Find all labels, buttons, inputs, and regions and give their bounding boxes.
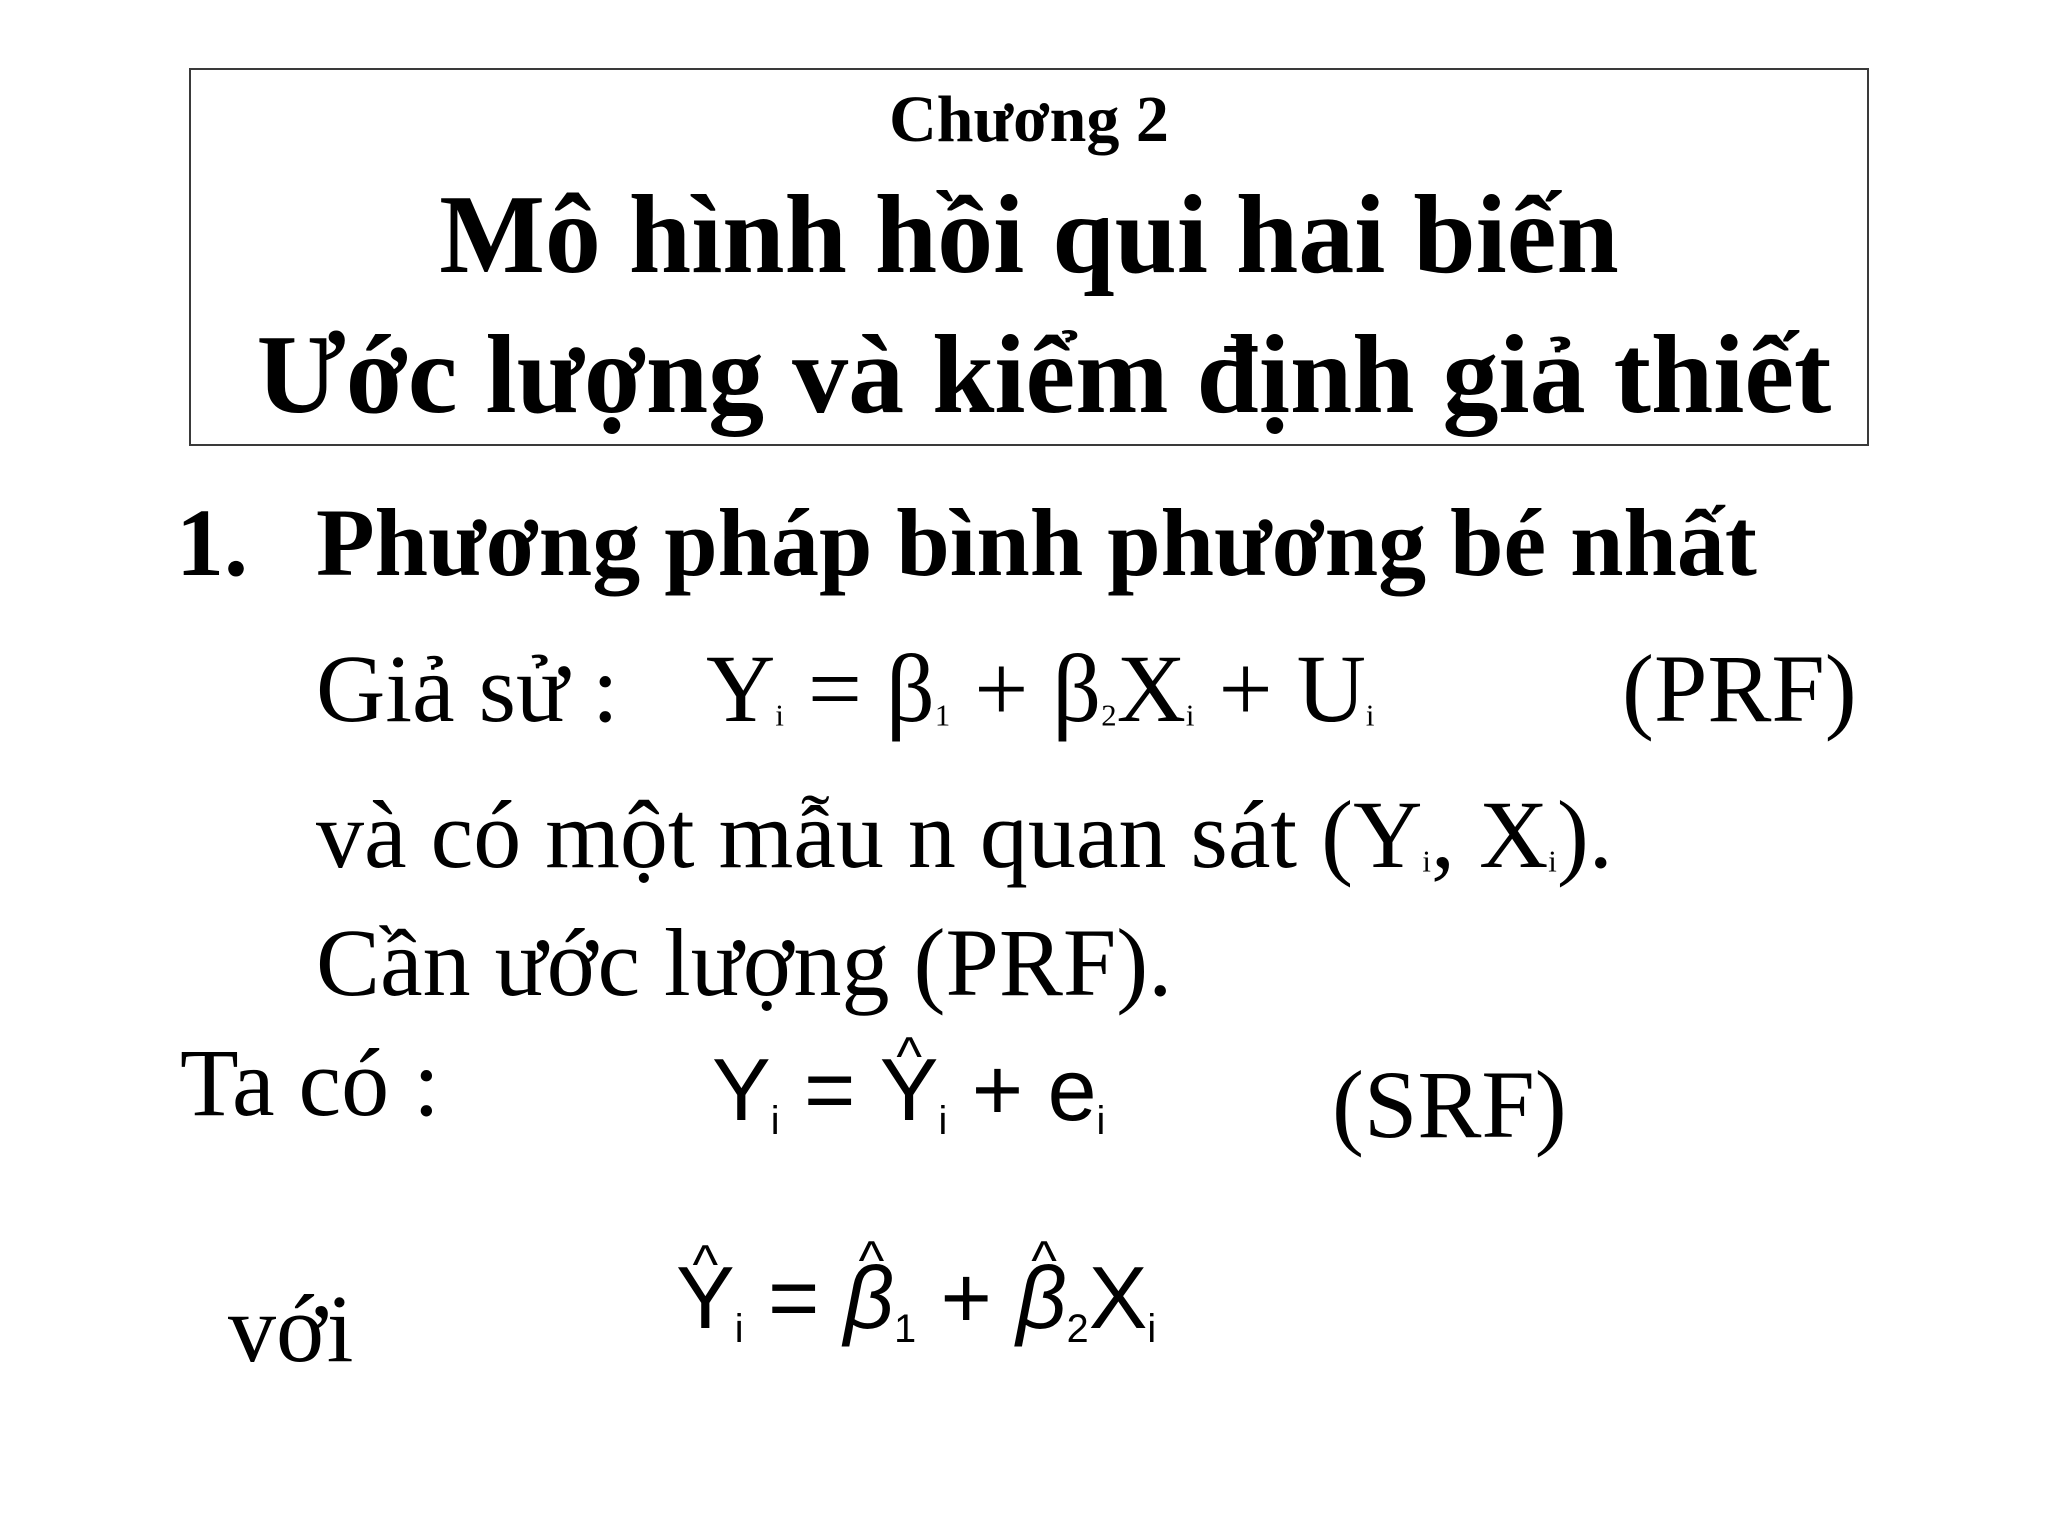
fitted-beta1: ^ β — [844, 1250, 894, 1347]
prf-sub-i: i — [775, 698, 784, 733]
prf-plus-u: + U — [1194, 635, 1366, 742]
sample-end: ). — [1556, 781, 1613, 888]
estimate-line: Cần ước lượng (PRF). — [316, 909, 1173, 1016]
srf-tag: (SRF) — [1332, 1051, 1567, 1158]
sample-sub-x: i — [1548, 844, 1557, 879]
prf-tag: (PRF) — [1622, 635, 1857, 742]
fitted-yhat: ^ Y — [676, 1250, 735, 1347]
prf-x: X — [1116, 635, 1186, 742]
chapter-label: Chương 2 — [889, 83, 1169, 156]
prf-plus-beta: + β — [950, 635, 1102, 742]
sample-mid: , X — [1430, 781, 1549, 888]
assume-label: Giả sử : — [316, 635, 619, 742]
prf-sub-1: 1 — [934, 698, 951, 733]
we-have-label: Ta có : — [180, 1029, 440, 1136]
fitted-eq: = — [743, 1248, 844, 1347]
prf-y: Y — [706, 635, 776, 742]
srf-y: Y — [712, 1040, 771, 1139]
with-label: với — [228, 1275, 354, 1382]
srf-sub-i-hat: i — [938, 1098, 948, 1143]
fitted-sub-1: 1 — [894, 1306, 917, 1351]
sample-line — [316, 782, 1613, 888]
fitted-formula — [676, 1250, 1156, 1351]
fitted-plus: + — [916, 1248, 1017, 1347]
fitted-sub-2: 2 — [1066, 1306, 1089, 1351]
srf-sub-i: i — [770, 1098, 780, 1143]
prf-formula — [706, 636, 1374, 742]
chapter-title-line2: Ước lượng và kiểm định giả thiết — [256, 313, 1832, 437]
section-number: 1. — [176, 489, 248, 596]
srf-sub-i-e: i — [1096, 1098, 1106, 1143]
fitted-beta2: ^ β — [1016, 1250, 1066, 1347]
srf-yhat: ^ Y — [880, 1042, 939, 1139]
prf-sub-i-u: i — [1365, 698, 1375, 733]
sample-text: và có một mẫu n quan sát (Y — [316, 781, 1423, 888]
chapter-title-line1: Mô hình hồi qui hai biến — [439, 173, 1619, 297]
chapter-title-box — [189, 68, 1869, 446]
sample-sub-y: i — [1422, 844, 1431, 879]
prf-sub-2: 2 — [1101, 698, 1117, 733]
prf-sub-i-x: i — [1185, 698, 1195, 733]
fitted-sub-i: i — [734, 1306, 744, 1351]
fitted-sub-i-x: i — [1147, 1306, 1157, 1351]
srf-plus-e: + e — [947, 1040, 1097, 1139]
prf-eq-beta: = β — [783, 635, 935, 742]
fitted-x: X — [1088, 1248, 1148, 1347]
srf-formula — [712, 1042, 1105, 1143]
section-title: Phương pháp bình phương bé nhất — [316, 489, 1757, 596]
srf-eq: = — [779, 1040, 880, 1139]
